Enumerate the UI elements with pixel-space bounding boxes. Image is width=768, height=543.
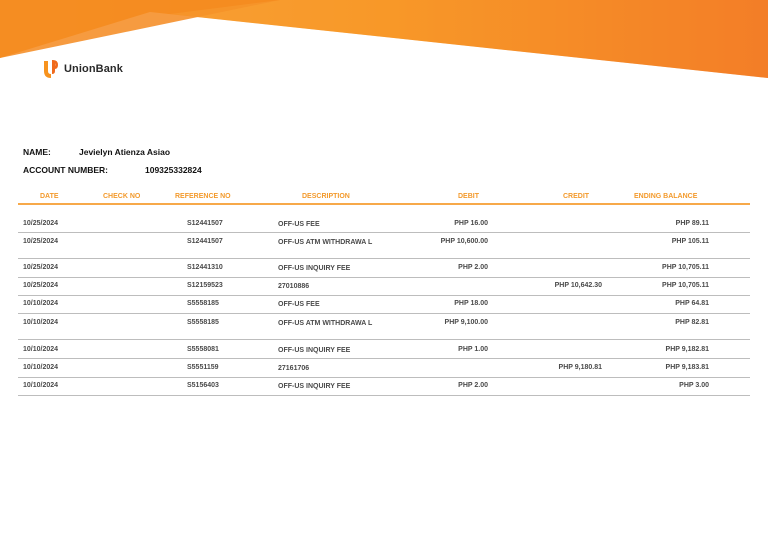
cell-ending-balance: PHP 89.11 [675,220,709,227]
table-row [18,297,750,314]
cell-description: OFF-US INQUIRY FEE [278,347,351,354]
account-number-value: 109325332824 [145,165,202,175]
cell-ending-balance: PHP 9,183.81 [665,364,709,371]
cell-credit: PHP 10,642.30 [554,282,602,289]
cell-description: 27161706 [278,365,310,372]
col-header-ending-balance: ENDING BALANCE [634,193,698,200]
cell-ending-balance: PHP 82.81 [675,319,709,326]
table-row [18,361,750,378]
name-value: Jevielyn Atienza Asiao [79,147,171,157]
cell-date: 10/25/2024 [23,264,59,271]
cell-date: 10/10/2024 [23,382,59,389]
cell-reference-no: S5156403 [187,382,219,389]
cell-reference-no: S12441507 [187,220,223,227]
table-row [18,343,750,359]
col-header-description: DESCRIPTION [302,193,350,200]
cell-debit: PHP 10,600.00 [440,238,488,245]
cell-debit: PHP 2.00 [458,382,488,389]
col-header-reference-no: REFERENCE NO [175,193,231,200]
row-divider [18,395,750,396]
row-divider [18,295,750,296]
account-number-label: ACCOUNT NUMBER: [23,165,108,175]
cell-reference-no: S5558185 [187,319,219,326]
cell-credit: PHP 9,180.81 [558,364,602,371]
cell-ending-balance: PHP 105.11 [671,238,709,245]
col-header-date: DATE [40,193,59,200]
cell-ending-balance: PHP 3.00 [679,382,709,389]
header-divider [18,203,750,205]
table-row [18,316,750,340]
cell-debit: PHP 16.00 [454,220,488,227]
cell-description: 27010886 [278,283,310,290]
cell-reference-no: S12159523 [187,282,223,289]
table-row [18,261,750,278]
table-row [18,379,750,396]
row-divider [18,313,750,314]
cell-reference-no: S5558185 [187,300,219,307]
col-header-check-no: CHECK NO [103,193,141,200]
cell-ending-balance: PHP 10,705.11 [662,282,709,289]
cell-date: 10/25/2024 [23,282,59,289]
cell-description: OFF-US ATM WITHDRAWA L [278,239,373,246]
row-divider [18,277,750,278]
cell-date: 10/10/2024 [23,346,59,353]
cell-date: 10/10/2024 [23,300,59,307]
cell-description: OFF-US FEE [278,221,320,228]
cell-date: 10/25/2024 [23,220,59,227]
table-row [18,217,750,233]
row-divider [18,232,750,233]
table-row [18,279,750,296]
col-header-credit: CREDIT [563,193,590,200]
brand-name: UnionBank [64,63,123,75]
cell-description: OFF-US INQUIRY FEE [278,383,351,390]
cell-ending-balance: PHP 10,705.11 [662,264,709,271]
table-row [18,235,750,259]
cell-reference-no: S12441310 [187,264,223,271]
unionbank-logo-icon [43,59,59,79]
col-header-debit: DEBIT [458,193,479,200]
row-divider [18,339,750,340]
row-divider [18,358,750,359]
row-divider [18,377,750,378]
cell-reference-no: S5558081 [187,346,219,353]
cell-debit: PHP 1.00 [458,346,488,353]
cell-debit: PHP 18.00 [454,300,488,307]
cell-reference-no: S12441507 [187,238,223,245]
unionbank-logo [43,59,123,79]
cell-reference-no: S5551159 [187,364,219,371]
cell-ending-balance: PHP 9,182.81 [665,346,709,353]
cell-ending-balance: PHP 64.81 [675,300,709,307]
cell-debit: PHP 2.00 [458,264,488,271]
row-divider [18,258,750,259]
cell-debit: PHP 9,100.00 [444,319,488,326]
cell-date: 10/10/2024 [23,319,59,326]
name-label: NAME: [23,147,51,157]
cell-date: 10/25/2024 [23,238,59,245]
cell-date: 10/10/2024 [23,364,59,371]
cell-description: OFF-US INQUIRY FEE [278,265,351,272]
cell-description: OFF-US FEE [278,301,320,308]
cell-description: OFF-US ATM WITHDRAWA L [278,320,373,327]
